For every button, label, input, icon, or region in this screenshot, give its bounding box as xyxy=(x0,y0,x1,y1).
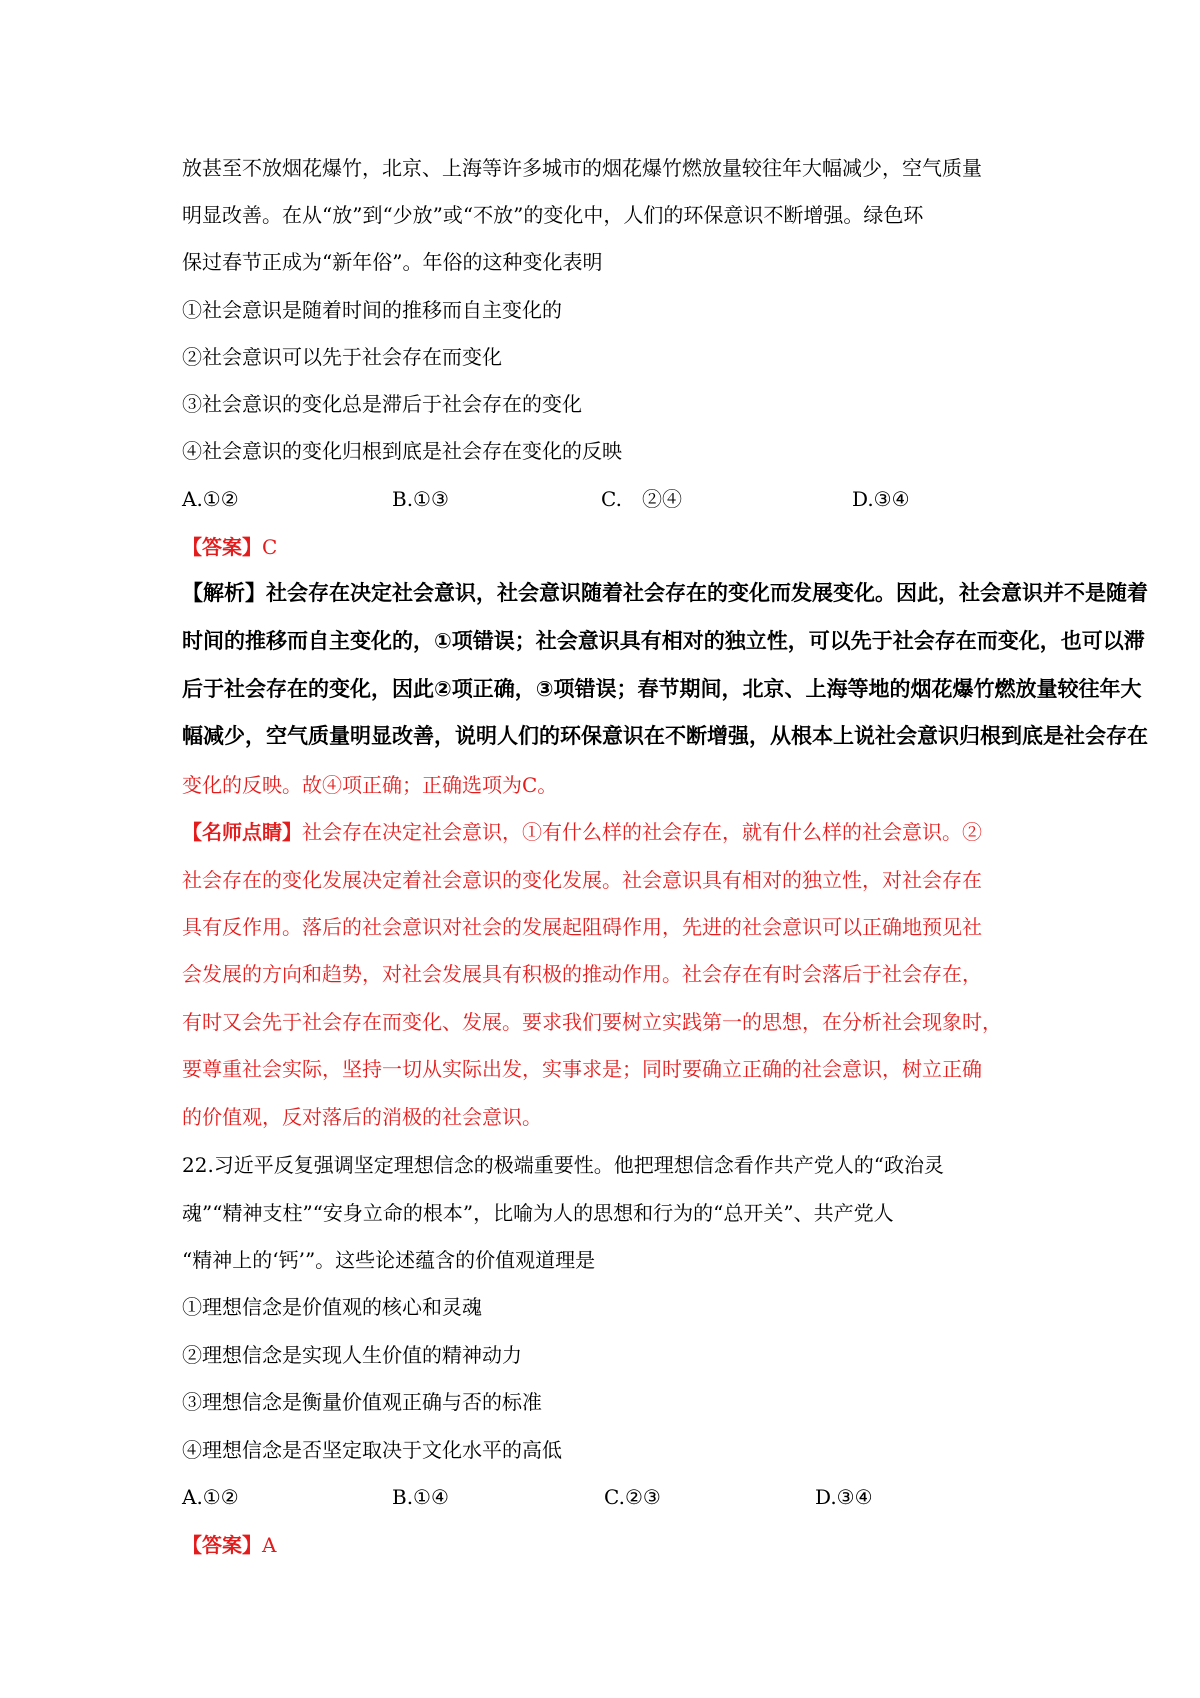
q21-analysis-line-2: 时间的推移而自主变化的，①项错误；社会意识具有相对的独立性，可以先于社会存在而变化，也可以滞 xyxy=(182,629,1145,653)
q21-option-a: A.①② xyxy=(182,487,239,511)
q21-tip-line-5: 有时又会先于社会存在而变化、发展。要求我们要树立实践第一的思想，在分析社会现象时， xyxy=(182,1010,1002,1034)
q21-tip-line-3: 具有反作用。落后的社会意识对社会的发展起阻碍作用，先进的社会意识可以正确地预见社 xyxy=(182,915,982,939)
q22-statement-1: ①理想信念是价值观的核心和灵魂 xyxy=(182,1295,482,1319)
q22-stem-line-3: “精神上的‘钙’”。这些论述蕴含的价值观道理是 xyxy=(182,1248,596,1272)
q22-option-b: B.①④ xyxy=(392,1485,449,1509)
q21-tip-line-7: 的价值观，反对落后的消极的社会意识。 xyxy=(182,1105,542,1129)
q21-analysis-line-5: 变化的反映。故④项正确；正确选项为C。 xyxy=(182,773,558,797)
q21-analysis-text-1: 社会存在决定社会意识，社会意识随着社会存在的变化而发展变化。因此，社会意识并不是随着 xyxy=(266,581,1148,605)
q21-stem-line-1: 放甚至不放烟花爆竹，北京、上海等许多城市的烟花爆竹燃放量较往年大幅减少，空气质量 xyxy=(182,156,982,180)
q21-tip-line-6: 要尊重社会实际，坚持一切从实际出发，实事求是；同时要确立正确的社会意识，树立正确 xyxy=(182,1057,982,1081)
q21-tip-line-4: 会发展的方向和趋势，对社会发展具有积极的推动作用。社会存在有时会落后于社会存在， xyxy=(182,962,982,986)
q22-option-c: C.②③ xyxy=(604,1485,661,1509)
q21-tip-tag: 【名师点睛】 xyxy=(182,820,302,844)
q21-answer-tag: 【答案】 xyxy=(182,535,262,559)
q21-option-d: D.③④ xyxy=(852,487,910,511)
q22-answer-value: A xyxy=(262,1533,277,1557)
q22-option-a: A.①② xyxy=(182,1485,239,1509)
q21-tip-text-1: 社会存在决定社会意识，①有什么样的社会存在，就有什么样的社会意识。② xyxy=(302,820,982,844)
q22-statement-2: ②理想信念是实现人生价值的精神动力 xyxy=(182,1343,522,1367)
q21-statement-4: ④社会意识的变化归根到底是社会存在变化的反映 xyxy=(182,439,622,463)
q21-option-c: C. ②④ xyxy=(601,487,682,511)
q21-analysis-line-4: 幅减少，空气质量明显改善，说明人们的环保意识在不断增强，从根本上说社会意识归根到底是社会存在 xyxy=(182,724,1148,748)
q21-statement-1: ①社会意识是随着时间的推移而自主变化的 xyxy=(182,298,562,322)
q22-statement-3: ③理想信念是衡量价值观正确与否的标准 xyxy=(182,1390,542,1414)
q22-answer xyxy=(182,1531,276,1559)
q21-answer xyxy=(182,533,277,561)
q21-analysis-line-1 xyxy=(182,579,1148,607)
q21-tip-line-1 xyxy=(182,818,982,846)
q21-statement-3: ③社会意识的变化总是滞后于社会存在的变化 xyxy=(182,392,582,416)
q21-analysis-line-3: 后于社会存在的变化，因此②项正确，③项错误；春节期间，北京、上海等地的烟花爆竹燃放量较往年大 xyxy=(182,677,1142,701)
q22-option-d: D.③④ xyxy=(815,1485,873,1509)
q22-statement-4: ④理想信念是否坚定取决于文化水平的高低 xyxy=(182,1438,562,1462)
q22-answer-tag: 【答案】 xyxy=(182,1533,262,1557)
q21-tip-line-2: 社会存在的变化发展决定着社会意识的变化发展。社会意识具有相对的独立性，对社会存在 xyxy=(182,868,982,892)
q22-stem-line-1: 22.习近平反复强调坚定理想信念的极端重要性。他把理想信念看作共产党人的“政治灵 xyxy=(182,1153,945,1177)
q21-stem-line-2: 明显改善。在从“放”到“少放”或“不放”的变化中，人们的环保意识不断增强。绿色环 xyxy=(182,203,924,227)
q21-option-b: B.①③ xyxy=(392,487,449,511)
q21-answer-value: C xyxy=(262,535,278,559)
q22-stem-line-2: 魂”“精神支柱”“安身立命的根本”，比喻为人的思想和行为的“总开关”、共产党人 xyxy=(182,1201,894,1225)
q21-analysis-tag: 【解析】 xyxy=(182,581,266,605)
q21-statement-2: ②社会意识可以先于社会存在而变化 xyxy=(182,345,502,369)
q21-stem-line-3: 保过春节正成为“新年俗”。年俗的这种变化表明 xyxy=(182,250,603,274)
